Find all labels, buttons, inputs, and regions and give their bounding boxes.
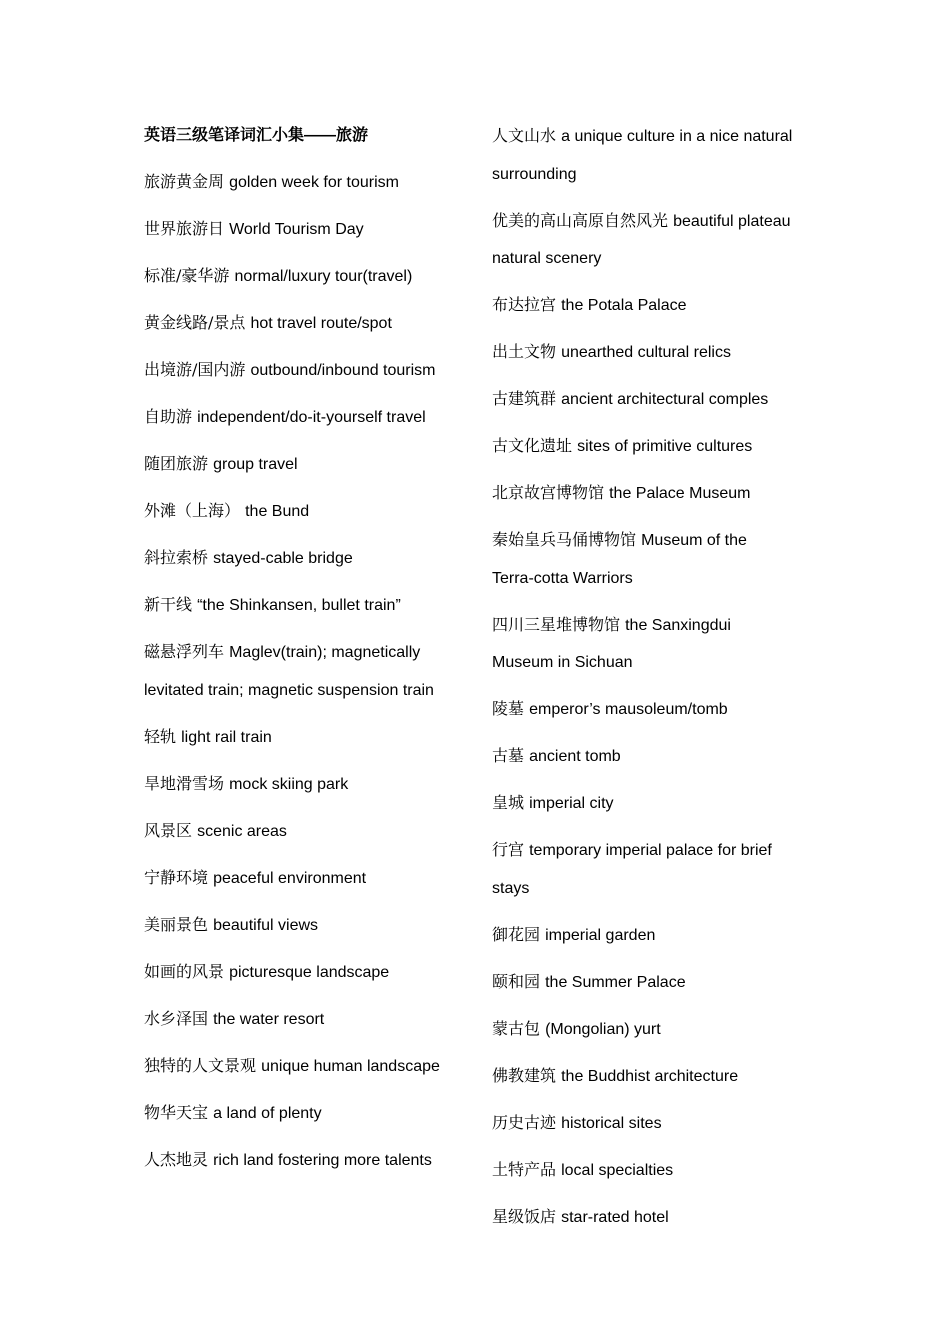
vocab-entry xyxy=(492,474,812,513)
vocab-english: peaceful environment xyxy=(213,869,367,887)
vocab-chinese: 标准/豪华游 xyxy=(144,266,235,285)
vocab-entry xyxy=(144,257,464,296)
vocab-entry xyxy=(492,286,812,325)
vocab-english: the Buddhist architecture xyxy=(561,1067,739,1085)
vocab-english-continued: levitated train; magnetic suspension train xyxy=(144,681,434,699)
vocab-line xyxy=(144,257,464,296)
vocab-chinese: 独特的人文景观 xyxy=(144,1055,262,1075)
vocab-entry xyxy=(144,492,464,531)
vocab-english: independent/do-it-yourself travel xyxy=(197,409,426,426)
vocab-chinese: 外滩（上海） xyxy=(144,501,246,520)
vocab-line xyxy=(144,1141,464,1180)
vocab-entry xyxy=(492,521,812,597)
vocab-entry xyxy=(144,398,464,437)
vocab-english-continued: Museum in Sichuan xyxy=(492,654,633,671)
vocab-chinese: 布达拉宫 xyxy=(492,295,562,314)
vocab-chinese: 旱地滑雪场 xyxy=(144,773,230,793)
vocab-chinese: 颐和园 xyxy=(492,971,546,991)
vocab-english: mock skiing park xyxy=(229,775,349,793)
vocab-entry xyxy=(492,1198,812,1237)
vocab-entry xyxy=(492,380,812,419)
vocab-line xyxy=(492,963,812,1002)
vocab-english: picturesque landscape xyxy=(229,963,390,981)
vocab-english: the Bund xyxy=(245,503,310,520)
vocab-entry xyxy=(144,953,464,992)
vocab-line xyxy=(144,445,464,484)
vocab-line xyxy=(492,737,812,776)
vocab-english: unearthed cultural relics xyxy=(561,344,731,361)
vocab-chinese: 蒙古包 xyxy=(492,1018,546,1038)
vocab-chinese: 北京故宫博物馆 xyxy=(492,483,610,502)
vocab-entry xyxy=(144,906,464,945)
vocab-chinese: 水乡泽国 xyxy=(144,1008,214,1028)
vocab-english-continued: natural scenery xyxy=(492,250,602,267)
vocab-line xyxy=(144,539,464,578)
vocab-chinese: 出境游/国内游 xyxy=(144,360,251,379)
vocab-line xyxy=(144,492,464,531)
vocab-line xyxy=(492,1104,812,1143)
vocab-line xyxy=(144,718,464,757)
vocab-chinese: 出土文物 xyxy=(492,342,562,361)
vocab-entry xyxy=(492,784,812,823)
vocab-line xyxy=(492,202,812,241)
vocab-english: group travel xyxy=(213,456,298,473)
vocab-chinese: 御花园 xyxy=(492,924,546,944)
vocab-chinese: 轻轨 xyxy=(144,726,182,746)
vocab-line xyxy=(144,953,464,992)
vocab-chinese: 佛教建筑 xyxy=(492,1065,562,1085)
vocab-chinese: 随团旅游 xyxy=(144,454,214,473)
vocab-english: the Potala Palace xyxy=(561,297,687,314)
vocab-chinese: 星级饭店 xyxy=(492,1206,562,1226)
vocab-english: a unique culture in a nice natural xyxy=(561,128,793,145)
vocab-english: outbound/inbound tourism xyxy=(250,362,436,379)
vocab-chinese: 旅游黄金周 xyxy=(144,172,230,191)
vocab-english: (Mongolian) yurt xyxy=(545,1020,661,1038)
vocab-english: star-rated hotel xyxy=(561,1208,669,1226)
vocab-english: hot travel route/spot xyxy=(250,315,392,332)
vocab-english: Maglev(train); magnetically xyxy=(229,644,421,661)
left-column xyxy=(144,117,464,1188)
vocab-chinese: 世界旅游日 xyxy=(144,219,230,238)
vocab-chinese: 古文化遗址 xyxy=(492,436,578,455)
vocab-entry xyxy=(144,1094,464,1133)
vocab-line xyxy=(492,606,812,645)
vocab-line xyxy=(492,1057,812,1096)
vocab-entry xyxy=(144,539,464,578)
vocab-chinese: 古墓 xyxy=(492,746,530,765)
vocab-line xyxy=(144,906,464,945)
vocab-line xyxy=(144,765,464,804)
vocab-chinese: 风景区 xyxy=(144,820,198,840)
vocab-line xyxy=(144,398,464,437)
vocab-english: normal/luxury tour(travel) xyxy=(234,268,413,285)
vocab-entry xyxy=(144,445,464,484)
vocab-line xyxy=(492,1010,812,1049)
vocab-english: ancient tomb xyxy=(529,748,621,765)
vocab-chinese: 行宫 xyxy=(492,840,530,859)
document-title: 英语三级笔译词汇小集——旅游 xyxy=(144,127,369,144)
vocab-english: the Sanxingdui xyxy=(625,616,731,634)
vocab-line xyxy=(492,286,812,325)
vocab-entry xyxy=(492,690,812,729)
vocab-english: the water resort xyxy=(213,1010,325,1028)
vocab-english: the Palace Museum xyxy=(609,485,751,502)
vocab-english: World Tourism Day xyxy=(229,221,364,238)
vocab-line xyxy=(144,859,464,898)
vocab-entry xyxy=(144,1000,464,1039)
vocab-english: scenic areas xyxy=(197,822,287,840)
vocab-entry xyxy=(492,831,812,907)
vocab-english: unique human landscape xyxy=(261,1057,440,1075)
vocab-entry xyxy=(492,916,812,955)
vocab-chinese: 历史古迹 xyxy=(492,1112,562,1132)
vocab-entry xyxy=(144,351,464,390)
vocab-chinese: 陵墓 xyxy=(492,699,530,718)
vocab-english: stayed-cable bridge xyxy=(213,550,353,567)
vocab-line xyxy=(492,380,812,419)
vocab-english: sites of primitive cultures xyxy=(577,438,753,455)
vocab-line xyxy=(144,1094,464,1133)
vocab-line xyxy=(492,916,812,955)
vocab-chinese: 人文山水 xyxy=(492,126,562,145)
vocab-entry xyxy=(492,427,812,466)
vocab-entry xyxy=(492,1151,812,1190)
vocab-english-continued: surrounding xyxy=(492,165,577,183)
vocab-english: imperial city xyxy=(529,795,614,812)
vocab-entry xyxy=(492,333,812,372)
vocab-line xyxy=(144,633,464,672)
vocab-entry xyxy=(492,117,812,193)
vocab-entry xyxy=(492,963,812,1002)
vocab-line xyxy=(144,1047,464,1086)
vocab-chinese: 土特产品 xyxy=(492,1159,562,1179)
right-entry-list xyxy=(492,117,812,1236)
vocab-entry xyxy=(144,304,464,343)
vocab-english: “the Shinkansen, bullet train” xyxy=(197,597,401,614)
vocab-line xyxy=(144,163,464,202)
vocab-line xyxy=(144,812,464,851)
vocab-entry xyxy=(144,633,464,709)
vocab-line xyxy=(492,117,812,156)
vocab-entry xyxy=(492,606,812,682)
vocab-entry xyxy=(144,812,464,851)
vocab-chinese: 人杰地灵 xyxy=(144,1149,214,1169)
vocab-entry xyxy=(144,1047,464,1086)
vocab-line xyxy=(492,784,812,823)
vocab-chinese: 皇城 xyxy=(492,793,530,812)
vocab-english: Museum of the xyxy=(641,532,747,549)
left-entry-list xyxy=(144,163,464,1179)
vocab-english-continued: stays xyxy=(492,879,530,897)
vocab-chinese: 斜拉索桥 xyxy=(144,548,214,567)
vocab-chinese: 物华天宝 xyxy=(144,1102,214,1122)
vocab-chinese: 美丽景色 xyxy=(144,914,214,934)
vocab-english: beautiful plateau xyxy=(673,212,791,230)
vocab-chinese: 新干线 xyxy=(144,595,198,614)
vocab-entry xyxy=(492,1010,812,1049)
right-column xyxy=(492,117,812,1245)
vocab-line xyxy=(492,333,812,372)
vocab-entry xyxy=(144,210,464,249)
vocab-entry xyxy=(492,737,812,776)
vocab-line xyxy=(144,210,464,249)
vocab-entry xyxy=(492,1057,812,1096)
vocab-line xyxy=(492,1151,812,1190)
vocab-english: beautiful views xyxy=(213,916,319,934)
vocab-line xyxy=(144,1000,464,1039)
vocab-chinese: 古建筑群 xyxy=(492,389,562,408)
vocab-entry xyxy=(492,1104,812,1143)
vocab-line xyxy=(492,690,812,729)
vocab-chinese: 自助游 xyxy=(144,407,198,426)
vocab-english: local specialties xyxy=(561,1161,674,1179)
vocab-english: a land of plenty xyxy=(213,1104,322,1122)
vocab-chinese: 磁悬浮列车 xyxy=(144,642,230,661)
vocab-chinese: 秦始皇兵马俑博物馆 xyxy=(492,530,642,549)
vocab-chinese: 四川三星堆博物馆 xyxy=(492,614,626,634)
vocab-entry xyxy=(144,765,464,804)
vocab-chinese: 优美的高山高原自然风光 xyxy=(492,210,674,230)
vocab-english-continued: Terra-cotta Warriors xyxy=(492,569,633,587)
vocab-line xyxy=(492,1198,812,1237)
vocab-line xyxy=(492,474,812,513)
vocab-line xyxy=(492,831,812,870)
vocab-entry xyxy=(144,718,464,757)
vocab-english: temporary imperial palace for brief xyxy=(529,842,772,859)
vocab-line xyxy=(144,586,464,625)
vocab-entry xyxy=(144,586,464,625)
vocab-chinese: 宁静环境 xyxy=(144,867,214,887)
vocab-english: light rail train xyxy=(181,728,272,746)
vocab-english: historical sites xyxy=(561,1114,662,1132)
vocab-english: emperor’s mausoleum/tomb xyxy=(529,701,728,718)
vocab-english: imperial garden xyxy=(545,926,656,944)
vocab-line xyxy=(144,351,464,390)
vocab-english: rich land fostering more talents xyxy=(213,1151,432,1169)
vocab-line xyxy=(492,427,812,466)
vocab-english: the Summer Palace xyxy=(545,973,686,991)
vocab-entry xyxy=(492,202,812,278)
vocab-line xyxy=(144,304,464,343)
vocab-entry xyxy=(144,1141,464,1180)
vocab-line xyxy=(492,521,812,560)
vocab-chinese: 如画的风景 xyxy=(144,961,230,981)
vocab-chinese: 黄金线路/景点 xyxy=(144,313,251,332)
vocab-entry xyxy=(144,163,464,202)
vocab-entry xyxy=(144,859,464,898)
vocab-english: golden week for tourism xyxy=(229,174,399,191)
vocab-english: ancient architectural comples xyxy=(561,391,769,408)
